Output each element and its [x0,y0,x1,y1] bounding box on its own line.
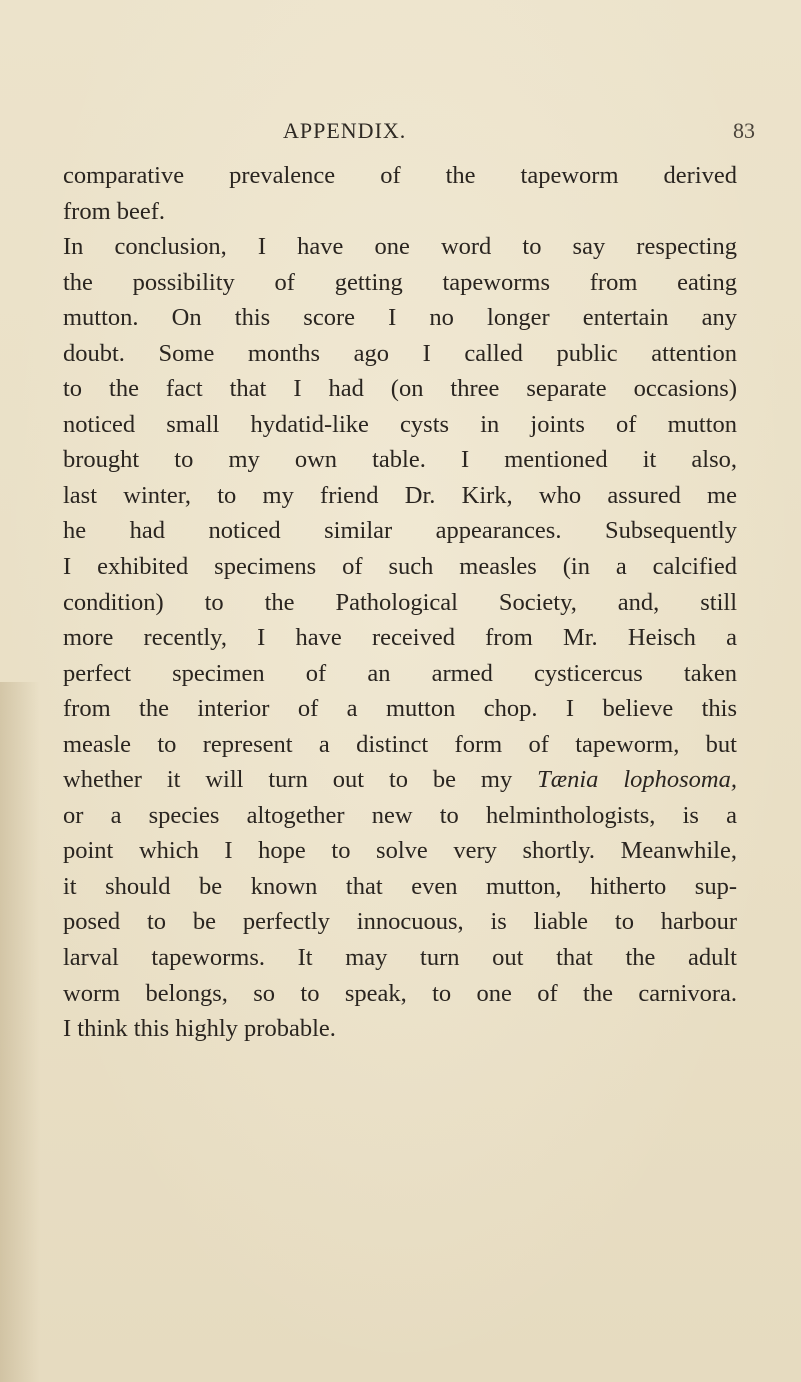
text-segment: he had noticed similar appearances. Subsequently [63,517,737,545]
text-line [63,478,737,514]
text-line [63,904,737,940]
text-line [63,585,737,621]
text-line [63,194,737,230]
page-edge-shadow [0,682,40,1382]
text-segment: whether it will turn out to be my [63,766,538,794]
text-segment: more recently, I have received from Mr. Heisch a [63,624,737,652]
text-line [63,727,737,763]
text-line [63,549,737,585]
text-segment: I exhibited specimens of such measles (in a calcified [63,553,737,581]
text-line [63,976,737,1012]
text-line [63,762,737,798]
text-line [63,940,737,976]
text-segment: perfect specimen of an armed cysticercus taken [63,659,737,687]
text-segment: to the fact that I had (on three separate occasions) [63,375,737,403]
text-segment: the possibility of getting tapeworms from eating [63,268,737,296]
text-segment: I think this highly probable. [63,1015,336,1043]
text-segment: larval tapeworms. It may turn out that the adult [63,944,737,972]
text-line [63,620,737,656]
text-segment: measle to represent a distinct form of tapeworm, but [63,730,737,758]
text-segment: from the interior of a mutton chop. I believe this [63,695,737,723]
text-segment: worm belongs, so to speak, to one of the carnivora. [63,979,737,1007]
text-line [63,265,737,301]
text-line [63,656,737,692]
text-line [63,300,737,336]
text-segment: from beef. [63,197,166,225]
text-line [63,336,737,372]
text-line [63,833,737,869]
text-line [63,513,737,549]
text-line [63,407,737,443]
text-line [63,869,737,905]
text-segment: In conclusion, I have one word to say respecting [63,233,737,261]
text-segment: noticed small hydatid-like cysts in joints of mutton [63,410,737,438]
text-line [63,798,737,834]
text-segment: posed to be perfectly innocuous, is liable to harbour [63,908,737,936]
text-line [63,371,737,407]
text-segment: mutton. On this score I no longer entertain any [63,304,737,332]
italic-text: Tænia lophosoma, [537,766,737,794]
text-line [63,691,737,727]
body-text [63,158,737,1047]
text-segment: condition) to the Pathological Society, and, still [63,588,737,616]
text-segment: it should be known that even mutton, hitherto sup- [63,872,737,900]
text-segment: comparative prevalence of the tapeworm derived [63,162,737,189]
text-segment: doubt. Some months ago I called public attention [63,339,737,367]
text-line [63,1011,737,1047]
text-segment: brought to my own table. I mentioned it also, [63,446,737,474]
text-segment: or a species altogether new to helminthologists, is a [63,801,737,829]
text-line [63,158,737,194]
text-segment: point which I hope to solve very shortly. Meanwhile, [63,837,737,865]
text-line [63,442,737,478]
page-number: 83 [733,118,755,143]
text-line [63,229,737,265]
running-head [0,118,801,148]
text-segment: last winter, to my friend Dr. Kirk, who assured me [63,481,737,509]
running-head-title: APPENDIX. [283,118,407,143]
